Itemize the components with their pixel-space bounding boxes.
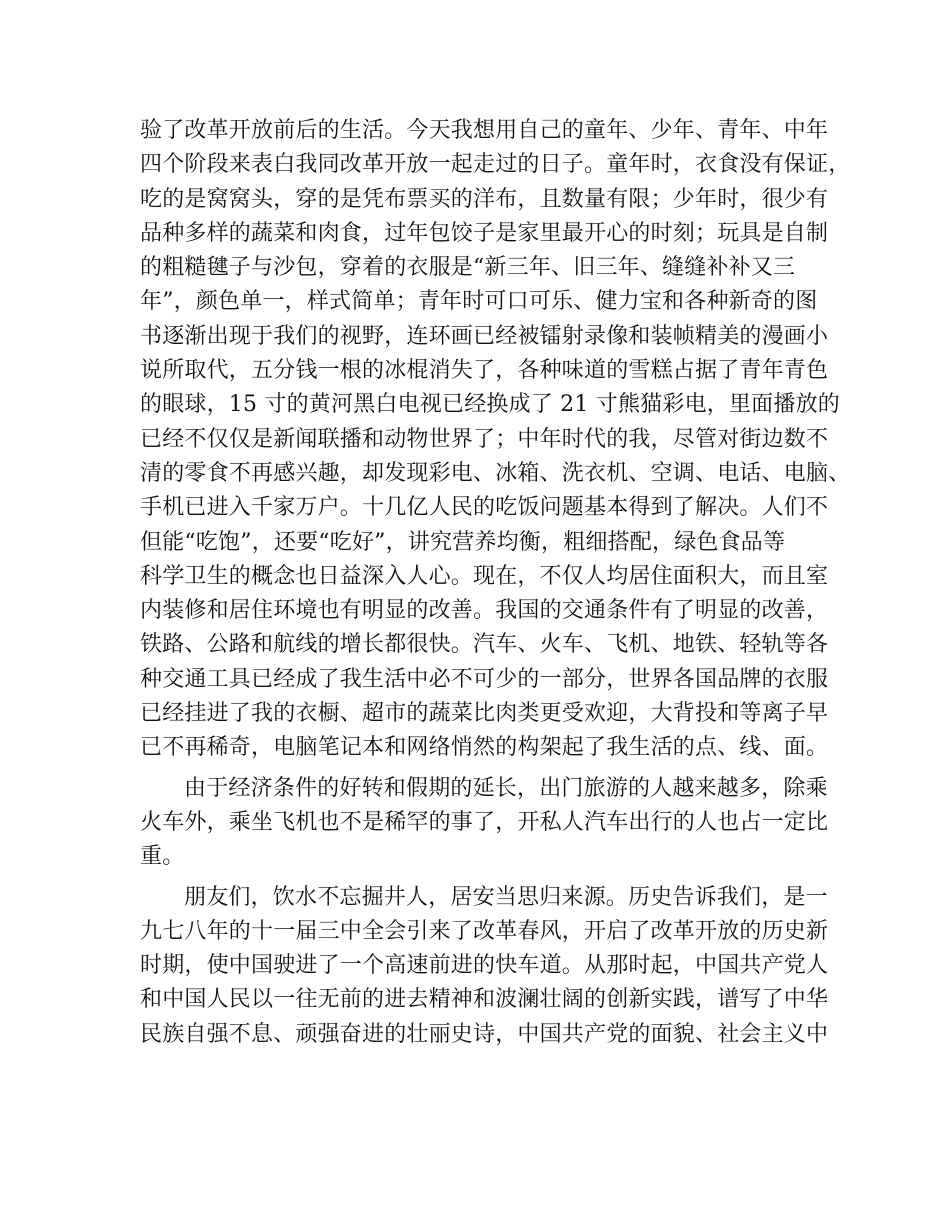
text-line: 但能“吃饱”，还要“吃好”，讲究营养均衡，粗细搭配，绿色食品等 bbox=[140, 529, 786, 555]
text-line: 年”，颜色单一，样式简单；青年时可口可乐、健力宝和各种新奇的图 bbox=[140, 289, 818, 315]
body-text bbox=[140, 114, 851, 1052]
text-line: 重。 bbox=[140, 844, 185, 870]
paragraph-start-line: 朋友们，饮水不忘掘井人，居安当思归来源。历史告诉我们，是一 bbox=[184, 884, 828, 910]
text-line: 内装修和居住环境也有明显的改善。我国的交通条件有了明显的改善， bbox=[140, 598, 829, 624]
text-line: 的粗糙毽子与沙包，穿着的衣服是“新三年、旧三年、缝缝补补又三 bbox=[140, 255, 796, 281]
text-line: 科学卫生的概念也日益深入人心。现在，不仅人均居住面积大，而且室 bbox=[140, 563, 829, 589]
text-line: 已不再稀奇，电脑笔记本和网络悄然的构架起了我生活的点、线、面。 bbox=[140, 735, 829, 761]
text-line: 火车外，乘坐飞机也不是稀罕的事了，开私人汽车出行的人也占一定比 bbox=[140, 809, 829, 835]
text-line: 已经挂进了我的衣橱、超市的蔬菜比肉类更受欢迎，大背投和等离子早 bbox=[140, 701, 829, 727]
text-line: 验了改革开放前后的生活。今天我想用自己的童年、少年、青年、中年 bbox=[140, 118, 829, 143]
text-line: 和中国人民以一往无前的进去精神和波澜壮阔的创新实践，谱写了中华 bbox=[140, 987, 829, 1013]
text-line: 说所取代，五分钱一根的冰棍消失了，各种味道的雪糕占据了青年青色 bbox=[140, 358, 829, 384]
text-line: 书逐渐出现于我们的视野，连环画已经被镭射录像和装帧精美的漫画小 bbox=[140, 323, 829, 349]
text-line: 的眼球，15 寸的黄河黑白电视已经换成了 21 寸熊猫彩电，里面播放的 bbox=[140, 392, 840, 418]
text-line: 清的零食不再感兴趣，却发现彩电、冰箱、洗衣机、空调、电话、电脑、 bbox=[140, 460, 851, 486]
text-line: 品种多样的蔬菜和肉食，过年包饺子是家里最开心的时刻；玩具是自制 bbox=[140, 220, 829, 246]
text-line: 民族自强不息、顽强奋进的壮丽史诗，中国共产党的面貌、社会主义中 bbox=[140, 1021, 829, 1047]
text-line: 九七八年的十一届三中全会引来了改革春风，开启了改革开放的历史新 bbox=[140, 918, 829, 944]
text-line: 铁路、公路和航线的增长都很快。汽车、火车、飞机、地铁、轻轨等各 bbox=[140, 632, 829, 658]
text-line: 已经不仅仅是新闻联播和动物世界了；中年时代的我，尽管对街边数不 bbox=[140, 426, 829, 452]
text-line: 吃的是窝窝头，穿的是凭布票买的洋布，且数量有限；少年时，很少有 bbox=[140, 186, 829, 212]
text-line: 种交通工具已经成了我生活中必不可少的一部分，世界各国品牌的衣服 bbox=[140, 666, 829, 692]
text-line: 手机已进入千家万户。十几亿人民的吃饭问题基本得到了解决。人们不 bbox=[140, 495, 829, 521]
text-line: 四个阶段来表白我同改革开放一起走过的日子。童年时，衣食没有保证， bbox=[140, 152, 851, 178]
paragraph-start-line: 由于经济条件的好转和假期的延长，出门旅游的人越来越多，除乘 bbox=[184, 775, 828, 801]
text-line: 时期，使中国驶进了一个高速前进的快车道。从那时起，中国共产党人 bbox=[140, 953, 829, 979]
